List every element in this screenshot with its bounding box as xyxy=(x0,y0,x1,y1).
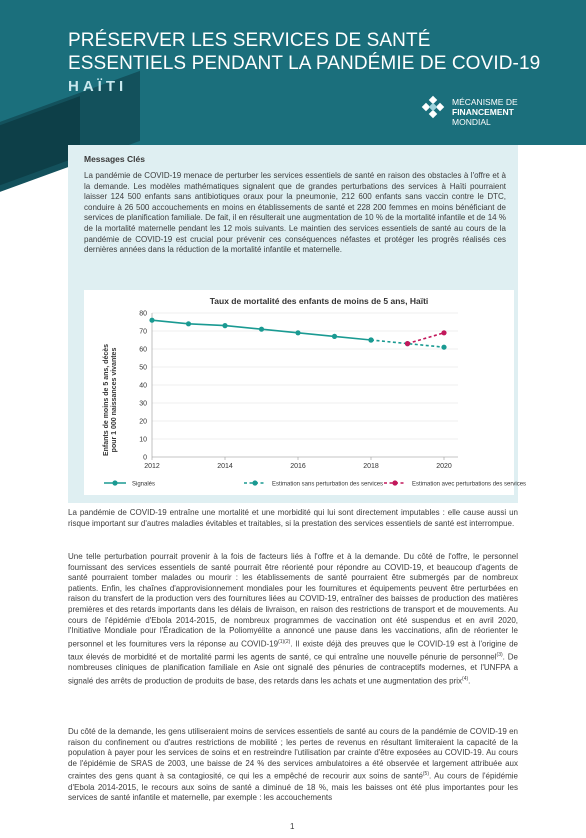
x-tick-label: 2016 xyxy=(290,463,306,470)
legend-swatch-marker xyxy=(112,480,117,485)
page-subtitle-country: HAÏTI xyxy=(68,78,128,95)
logo-text-line1: MÉCANISME DE xyxy=(452,97,518,107)
body-paragraph-2-text-a: Une telle perturbation pourrait provenir à la fois de facteurs liés à l'offre et à la demande. Du côté de l'offre, le personnel fournissant des services essentiels de santé pourrait être réorienté pour répondre au COVID-19, et beaucoup d'agents de santé pourraient tomber malades ou mourir : les établissements de santé pourraient être submergés par de nombreux patients. Enfin, les chaînes d'approvisionnement mondiales pour les fournitures et équipements peuvent être perturbées en raison du transfert de la production vers des fournitures liées au COVID-19, entraîner des baisses de production des matières premières et des retards importants dans les délais de livraison, en raison des restrictions de transport et de mouvements. Au cours de l'épidémie d'Ebola 2014-2015, de nombreux programmes de vaccination ont été suspendus et en avril 2020, l'Initiative Mondiale pour l'Éradication de la Poliomyélite a annoncé une pause dans les vaccinations, afin de réorienter le personnel et les fournitures vers la réponse au COVID-19 xyxy=(68,552,518,649)
data-point-series-1 xyxy=(149,318,154,323)
body-paragraph-3-text-b: . Au cours de l'épidémie d'Ebola 2014-2015, le recours aux soins de santé a diminué de 18 %, mais les baisses ont été plus importantes pour les services de santé infantile et maternelle, par exemple : les accouchements xyxy=(68,772,518,803)
reference-4: (4) xyxy=(462,675,469,682)
legend-label: Signalés xyxy=(132,481,156,488)
x-tick-label: 2020 xyxy=(436,463,452,470)
logo-text-line2: FINANCEMENT xyxy=(452,107,514,117)
y-tick-label: 0 xyxy=(143,454,147,462)
y-tick-label: 70 xyxy=(139,328,147,336)
x-tick-label: 2014 xyxy=(217,463,233,470)
key-messages-box xyxy=(68,145,527,503)
chart-ylabel-line1: Enfants de moins de 5 ans, décès xyxy=(103,343,110,457)
y-tick-label: 50 xyxy=(139,364,147,372)
y-tick-label: 10 xyxy=(139,436,147,444)
y-tick-label: 80 xyxy=(139,310,147,318)
legend-label: Estimation avec perturbations des services xyxy=(412,481,527,488)
reference-5: (5) xyxy=(422,771,430,778)
body-paragraph-2-text-c: . De nombreuses cliniques de planification familiale en Asie ont signalé des pénuries de contraceptifs modernes, et l'UNFPA a signalé des arrêts de production de produits de base, des retards dans les achats et une augmentation des prix xyxy=(68,652,518,686)
mortality-line-chart xyxy=(84,290,527,495)
reference-1-2: (1)(2) xyxy=(278,638,291,645)
data-point-series-2 xyxy=(441,345,446,350)
reference-3: (3) xyxy=(496,652,503,658)
x-tick-label: 2012 xyxy=(144,463,160,470)
legend-label: Estimation sans perturbation des services xyxy=(272,481,384,488)
body-paragraph-3-text-a: Du côté de la demande, les gens utiliseraient moins de services essentiels de santé au cours de la pandémie de COVID-19 en raison du confinement ou d'autres restrictions de mobilité ; les pertes de revenus en résultant limiteraient la capacité de la population à payer pour les services de soins et en restreindre l'utilisation par crainte d'être exposées au COVID-19. Au cours de l'épidémie de SRAS de 2003, une baisse de 24 % des services ambulatoires a été observée et largement attribuée aux craintes des gens quant à sa contagiosité, ce qui les a empêché de recourir aux soins de santé xyxy=(68,727,518,782)
data-point-series-1 xyxy=(186,321,191,326)
body-paragraph-2-text-d: . xyxy=(468,676,471,686)
legend-swatch-marker xyxy=(392,480,397,485)
legend-swatch-marker xyxy=(252,480,257,485)
page-number: 1 xyxy=(290,822,295,831)
y-tick-label: 40 xyxy=(139,382,147,390)
y-tick-label: 60 xyxy=(139,346,147,354)
body-paragraph-2 xyxy=(68,552,518,687)
logo-text-line3: MONDIAL xyxy=(452,117,491,127)
page-header xyxy=(0,0,586,145)
data-point-series-1 xyxy=(332,334,337,339)
chart-ylabel-line2: pour 1 000 naissances vivantes xyxy=(111,347,118,453)
y-tick-label: 20 xyxy=(139,418,147,426)
body-paragraph-2-text-b: . Il existe déjà des preuves que le COVID-19 est à l'origine de taux élevés de morbidité et de mortalité parmi les agents de santé, ce qui entraîne une nouvelle pénurie de personnel xyxy=(68,639,518,662)
chart-title: Taux de mortalité des enfants de moins de 5 ans, Haïti xyxy=(209,296,429,306)
data-point-series-1 xyxy=(259,327,264,332)
data-point-series-1 xyxy=(295,330,300,335)
x-tick-label: 2018 xyxy=(363,463,379,470)
key-messages-text: La pandémie de COVID-19 menace de perturber les services essentiels de santé en raison des obstacles à l'offre et à la demande. Les modèles mathématiques signalent que de grandes perturbations des services à Haïti pourraient laisser 124 500 enfants sans antibiotiques oraux pour la pneumonie, 212 600 enfants sans vaccin contre le DTC, conduire à 26 500 accouchements en moins en établissements de santé et 228 200 femmes en moins bénéficiant de services de planification familiale. De fait, il en résulterait une augmentation de 10 % de la mortalité infantile et de 14 % de la mortalité maternelle pendant les 12 mois suivants. Le maintien des services essentiels de santé au cours de la pandémie de COVID-19 est crucial pour prévenir ces conséquences néfastes et protéger les progrès réalisés ces dernières années dans la réduction de la mortalité infantile et maternelle. xyxy=(84,171,506,255)
key-messages-heading: Messages Clés xyxy=(84,154,145,164)
y-tick-label: 30 xyxy=(139,400,147,408)
gff-logo-icon xyxy=(420,96,446,122)
data-point-series-3 xyxy=(441,330,446,335)
body-paragraph-1: La pandémie de COVID-19 entraîne une mortalité et une morbidité qui lui sont directement imputables : elle cause aussi un risque important sur d'autres maladies évitables et traitables, si la prestation des services essentiels de santé est interrompue. xyxy=(68,508,518,528)
page-title: PRÉSERVER LES SERVICES DE SANTÉ ESSENTIELS PENDANT LA PANDÉMIE DE COVID-19 xyxy=(68,30,541,74)
data-point-series-1 xyxy=(222,323,227,328)
data-point-series-2 xyxy=(368,337,373,342)
gff-logo xyxy=(420,96,570,136)
data-point-series-3 xyxy=(405,341,410,346)
body-paragraph-3 xyxy=(68,727,518,804)
